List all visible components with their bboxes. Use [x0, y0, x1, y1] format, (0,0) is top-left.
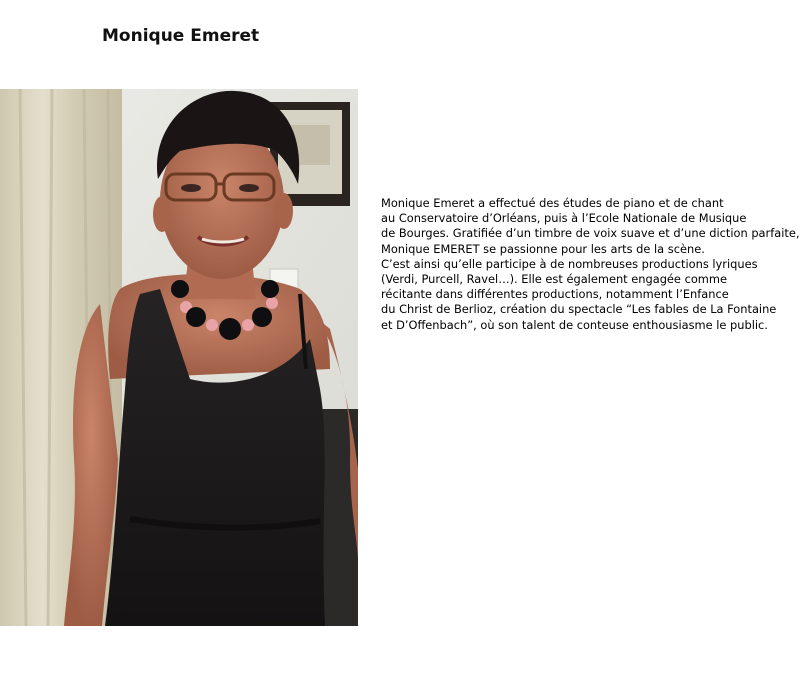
bio-line: récitante dans différentes productions, notamment l’Enfance	[381, 287, 729, 302]
bio-line: au Conservatoire d’Orléans, puis à l’Ecole Nationale de Musique	[381, 211, 747, 226]
bio-line: (Verdi, Purcell, Ravel…). Elle est également engagée comme	[381, 272, 727, 287]
bio-line: Monique EMERET se passionne pour les arts de la scène.	[381, 241, 705, 256]
portrait-photo	[0, 89, 358, 626]
bio-line: Monique Emeret a effectué des études de piano et de chant	[381, 196, 724, 210]
page-title: Monique Emeret	[102, 26, 260, 46]
bio-line: et D’Offenbach”, où son talent de conteuse enthousiasme le public.	[381, 317, 768, 332]
biography-text	[381, 196, 800, 333]
bio-line: de Bourges. Gratifiée d’un timbre de voix suave et d’une diction parfaite,	[381, 226, 800, 241]
bio-line: C’est ainsi qu’elle participe à de nombreuses productions lyriques	[381, 256, 758, 271]
bio-line: du Christ de Berlioz, création du spectacle “Les fables de La Fontaine	[381, 302, 777, 317]
